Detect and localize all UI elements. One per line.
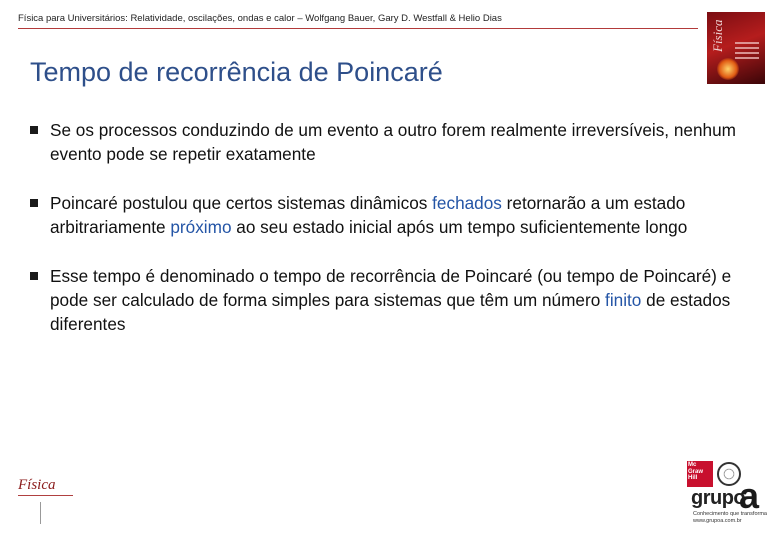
cover-title: Física: [710, 19, 725, 52]
header-divider: [18, 28, 698, 29]
square-bullet-icon: [30, 126, 38, 134]
grupo-a-letter: a: [739, 475, 760, 516]
running-header: Física para Universitários: Relatividade, oscilações, ondas e calor – Wolfgang Bauer, Gary D. Westfall & Helio Dias: [18, 13, 502, 24]
bullet-text: Se os processos conduzindo de um evento a outro forem realmente irreversíveis, nenhum evento pode se repetir exatamente: [50, 120, 736, 164]
bullet-item-1: [30, 118, 750, 166]
bullet-list: [30, 118, 750, 361]
tagline-line-1: Conhecimento que transforma: [693, 511, 767, 517]
slide-title: Tempo de recorrência de Poincaré: [30, 57, 443, 87]
publisher-logo: [687, 461, 767, 529]
seal-icon: [717, 462, 741, 486]
cover-graphic: [717, 58, 739, 80]
square-bullet-icon: [30, 272, 38, 280]
logo-rule: [18, 495, 73, 496]
highlight-term: próximo: [170, 217, 232, 237]
highlight-term: fechados: [432, 193, 502, 213]
grupo-wordmark: grupo: [691, 487, 746, 509]
bullet-item-2: [30, 191, 750, 239]
bullet-item-3: [30, 264, 750, 336]
book-cover-thumbnail: [707, 12, 765, 84]
bullet-text: Poincaré postulou que certos sistemas dinâmicos: [50, 193, 433, 213]
book-logo-wordmark: Física: [18, 477, 56, 493]
tagline-url: www.grupoa.com.br: [693, 518, 742, 524]
bullet-text: Esse tempo é denominado o tempo de recorrência de Poincaré (ou tempo de Poincaré) e pode ser calculado de forma simples para sistemas que têm um número: [50, 266, 732, 310]
cover-text-lines: [735, 42, 759, 62]
mcgraw-hill-logo: Mc Graw Hill: [687, 461, 713, 487]
bullet-text: ao seu estado inicial após um tempo suficientemente longo: [231, 217, 688, 237]
square-bullet-icon: [30, 199, 38, 207]
bullet-text: retornarão a um estado arbitrariamente: [50, 193, 686, 237]
publisher-tagline: [693, 511, 767, 525]
highlight-term: finito: [605, 290, 642, 310]
logo-divider: [40, 502, 41, 524]
bullet-text: de estados diferentes: [50, 290, 731, 334]
book-logo: [18, 477, 98, 527]
